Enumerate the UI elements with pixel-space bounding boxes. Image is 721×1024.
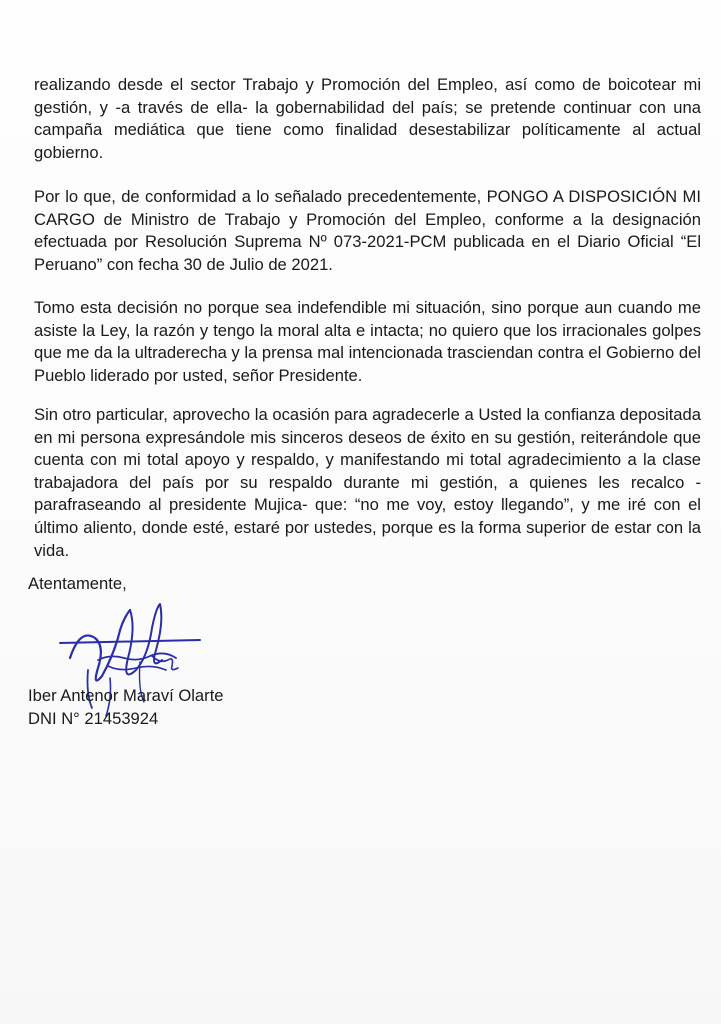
closing-salutation: Atentamente, [28,574,127,593]
paragraph-2: Por lo que, de conformidad a lo señalado precedentemente, PONGO A DISPOSICIÓN MI CARGO de Ministro de Trabajo y Promoción del Empleo, conforme a la designación efectuada por Resolución Suprema Nº 073-2021-PCM publicada en el Diario Oficial “El Peruano” con fecha 30 de Julio de 2021. [34,187,701,274]
signer-id-number: DNI N° 21453924 [28,709,159,728]
paragraph-4: Sin otro particular, aprovecho la ocasión para agradecerle a Usted la confianza depositada en mi persona expresándole mis sinceros deseos de éxito en su gestión, reiterándole que cuenta con mi total apoyo y respaldo, y manifestando mi total agradecimiento a la clase trabajadora del país por su respaldo durante mi gestión, a quienes les recalco -parafraseando al presidente Mujica- que: “no me voy, estoy llegando”, y me iré con el último aliento, donde esté, estaré por ustedes, porque es la forma superior de estar con la vida. [34,405,701,560]
signer-name: Iber Antenor Maraví Olarte [28,686,224,705]
paragraph-1: realizando desde el sector Trabajo y Promoción del Empleo, así como de boicotear mi gestión, y -a través de ella- la gobernabilidad del país; se pretende continuar con una campaña mediática que tiene como finalidad desestabilizar políticamente al actual gobierno. [34,75,701,162]
paragraph-3: Tomo esta decisión no porque sea indefendible mi situación, sino porque aun cuando me asiste la Ley, la razón y tengo la moral alta e intacta; no quiero que los irracionales golpes que me da la ultraderecha y la prensa mal intencionada trasciendan contra el Gobierno del Pueblo liderado por usted, señor Presidente. [34,298,701,385]
